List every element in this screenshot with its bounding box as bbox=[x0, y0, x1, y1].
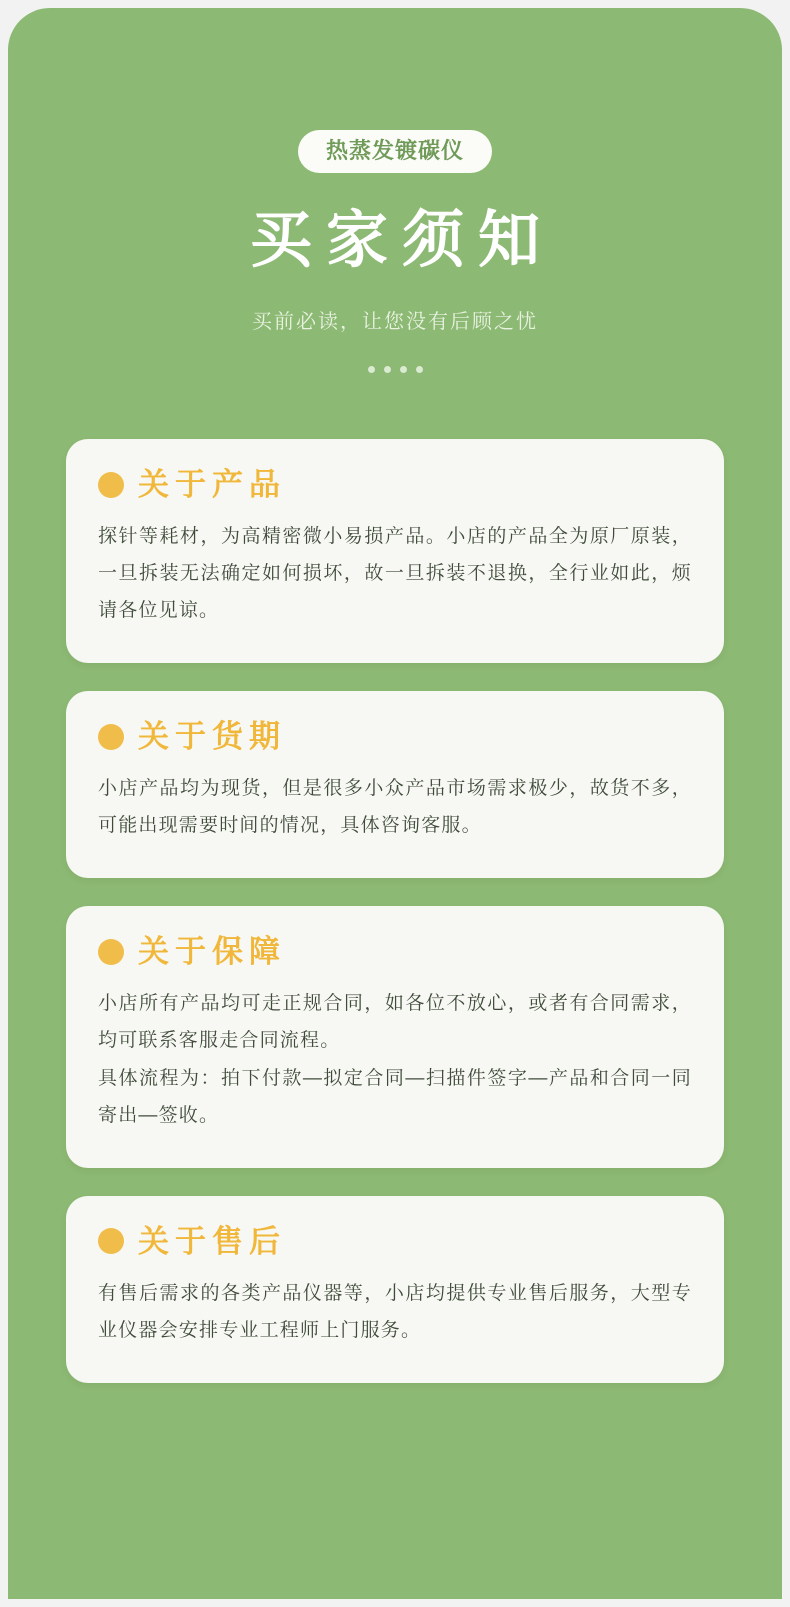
bullet-icon bbox=[98, 724, 124, 750]
bullet-icon bbox=[98, 939, 124, 965]
card-body bbox=[98, 770, 692, 844]
card-body bbox=[98, 1275, 692, 1349]
card-header bbox=[98, 1223, 692, 1259]
card-title: 关于产品 bbox=[138, 467, 286, 503]
card-paragraph: 探针等耗材，为高精密微小易损产品。小店的产品全为原厂原装，一旦拆装无法确定如何损坏，故一旦拆装不退换，全行业如此，烦请各位见谅。 bbox=[98, 526, 692, 622]
card-title: 关于售后 bbox=[138, 1223, 286, 1259]
dot-icon bbox=[368, 366, 375, 373]
dot-icon bbox=[416, 366, 423, 373]
page-subtitle: 买前必读，让您没有后顾之忧 bbox=[252, 311, 538, 334]
card-header bbox=[98, 467, 692, 503]
card-title: 关于货期 bbox=[138, 719, 286, 755]
bullet-icon bbox=[98, 472, 124, 498]
dot-icon bbox=[384, 366, 391, 373]
page-title: 买家须知 bbox=[249, 206, 554, 275]
card-paragraph: 有售后需求的各类产品仪器等，小店均提供专业售后服务，大型专业仪器会安排专业工程师上门服务。 bbox=[98, 1282, 692, 1341]
notice-card bbox=[66, 1196, 724, 1383]
notice-card bbox=[66, 439, 724, 663]
card-paragraph: 小店产品均为现货，但是很多小众产品市场需求极少，故货不多，可能出现需要时间的情况，具体咨询客服。 bbox=[98, 778, 692, 837]
notice-card-list bbox=[8, 439, 782, 1383]
dot-icon bbox=[400, 366, 407, 373]
dot-divider bbox=[8, 366, 782, 373]
bullet-icon bbox=[98, 1228, 124, 1254]
header bbox=[8, 8, 782, 373]
card-body bbox=[98, 985, 692, 1133]
card-paragraph: 具体流程为：拍下付款—拟定合同—扫描件签字—产品和合同一同寄出—签收。 bbox=[98, 1067, 692, 1126]
green-panel bbox=[8, 8, 782, 1599]
card-header bbox=[98, 719, 692, 755]
notice-card bbox=[66, 906, 724, 1167]
card-body bbox=[98, 518, 692, 629]
product-badge: 热蒸发镀碳仪 bbox=[298, 130, 492, 173]
card-header bbox=[98, 934, 692, 970]
card-title: 关于保障 bbox=[138, 934, 286, 970]
card-paragraph: 小店所有产品均可走正规合同，如各位不放心，或者有合同需求，均可联系客服走合同流程。 bbox=[98, 993, 692, 1052]
notice-card bbox=[66, 691, 724, 878]
